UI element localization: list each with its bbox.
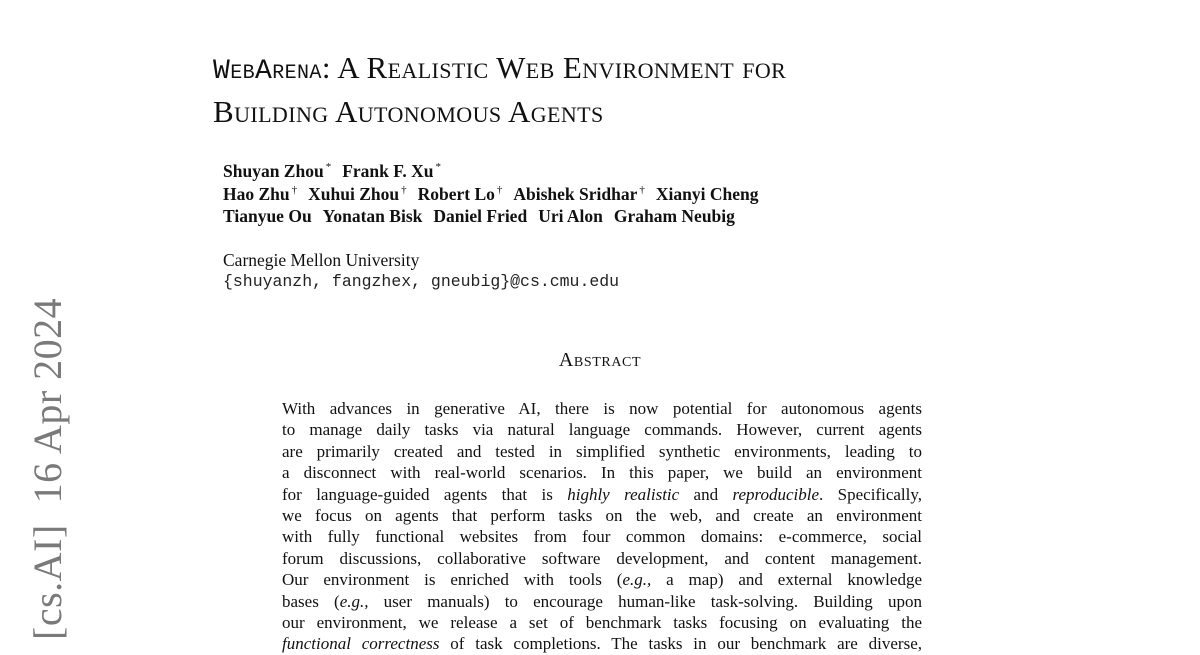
author-name-text: Frank F. Xu	[342, 161, 434, 181]
author-name	[323, 206, 423, 226]
title-line-1	[213, 48, 1033, 92]
author-list	[223, 160, 769, 228]
abstract-text: bases (	[282, 591, 340, 611]
author-name-text: Hao Zhu	[223, 183, 290, 204]
abstract-line	[282, 441, 922, 462]
abstract-line	[282, 419, 922, 440]
author-name-text: Xuhui Zhou	[308, 183, 400, 204]
author-affiliation-mark: †	[496, 183, 503, 196]
arxiv-side-stamp: [cs.AI] 16 Apr 2024	[25, 297, 70, 640]
author-row-1	[223, 160, 769, 183]
abstract-heading: Abstract	[558, 349, 642, 371]
abstract-text: . Specifically,	[819, 484, 923, 504]
author-name	[223, 161, 331, 181]
author-name-text: Shuyan Zhou	[223, 161, 324, 181]
author-name	[538, 206, 603, 226]
abstract-emphasis: reproducible	[732, 484, 820, 504]
author-name	[308, 184, 406, 204]
author-name	[418, 184, 503, 204]
author-affiliation-mark: †	[401, 183, 407, 196]
author-name-text: Abishek Sridhar	[513, 183, 638, 204]
abstract-text: are primarily created and tested in simplified synthetic environments, leading to	[282, 441, 922, 461]
author-name-text: Xianyi Cheng	[655, 183, 759, 204]
abstract-text: user manuals) to encourage human-like task-solving. Building upon	[368, 591, 923, 611]
abstract-text: With advances in generative AI, there is now potential for autonomous agents	[282, 399, 922, 418]
abstract-line	[282, 633, 922, 654]
abstract-line	[282, 484, 922, 505]
author-affiliation-mark: †	[291, 183, 298, 196]
abstract-body	[282, 398, 922, 655]
abstract-emphasis: e.g.,	[622, 570, 652, 590]
abstract-line	[282, 505, 922, 526]
abstract-line	[282, 526, 922, 547]
abstract-text: to manage daily tasks via natural language commands. However, current agents	[282, 420, 922, 440]
abstract-line	[282, 548, 922, 569]
author-row-2	[223, 183, 769, 206]
author-name-text: Robert Lo	[417, 183, 495, 204]
abstract-text: a map) and external knowledge	[651, 570, 923, 590]
abstract-text: and	[679, 484, 733, 504]
abstract-text: Our environment is enriched with tools (	[282, 570, 623, 590]
abstract-text: forum discussions, collaborative software development, and content management.	[282, 548, 922, 568]
author-name	[513, 184, 645, 204]
author-name-text: Tianyue Ou	[223, 206, 312, 226]
author-name	[614, 206, 735, 226]
author-name	[342, 161, 441, 181]
abstract-text: for language-guided agents that is	[282, 484, 568, 504]
abstract-text: a disconnect with real-world scenarios. In this paper, we build an environment	[282, 463, 922, 483]
abstract-emphasis: e.g.,	[339, 591, 369, 611]
author-affiliation-mark: *	[325, 161, 332, 173]
affiliation: Carnegie Mellon University	[223, 250, 420, 270]
abstract-line	[282, 398, 922, 419]
author-row-3	[223, 205, 769, 228]
abstract-line	[282, 462, 922, 483]
author-affiliation-mark: *	[435, 161, 441, 173]
title-line-2: Building Autonomous Agents	[213, 94, 604, 129]
abstract-text: of task completions. The tasks in our benchmark are diverse,	[439, 634, 922, 654]
title-line-1-rest: : A Realistic Web Environment for	[321, 50, 787, 85]
abstract-emphasis: highly realistic	[567, 484, 680, 504]
abstract-text: we focus on agents that perform tasks on the web, and create an environment	[282, 506, 922, 526]
abstract-text: our environment, we release a set of benchmark tasks focusing on evaluating the	[282, 613, 922, 633]
title-system-name: WebArena	[213, 56, 322, 87]
author-name-text: Graham Neubig	[613, 206, 735, 226]
author-name-text: Daniel Fried	[433, 206, 528, 226]
author-name	[656, 184, 759, 204]
author-name	[223, 184, 297, 204]
author-affiliation-mark: †	[639, 183, 645, 196]
abstract-text: with fully functional websites from four common domains: e-commerce, social	[282, 527, 922, 547]
abstract-line	[282, 612, 922, 633]
abstract-emphasis: functional correctness	[282, 634, 440, 654]
abstract-line	[282, 569, 922, 590]
paper-title	[213, 48, 1033, 132]
author-name	[433, 206, 527, 226]
author-name-text: Yonatan Bisk	[322, 206, 423, 226]
contact-email: {shuyanzh, fangzhex, gneubig}@cs.cmu.edu	[223, 272, 620, 291]
abstract-line	[282, 591, 922, 612]
author-name-text: Uri Alon	[538, 206, 603, 226]
author-name	[223, 206, 312, 226]
